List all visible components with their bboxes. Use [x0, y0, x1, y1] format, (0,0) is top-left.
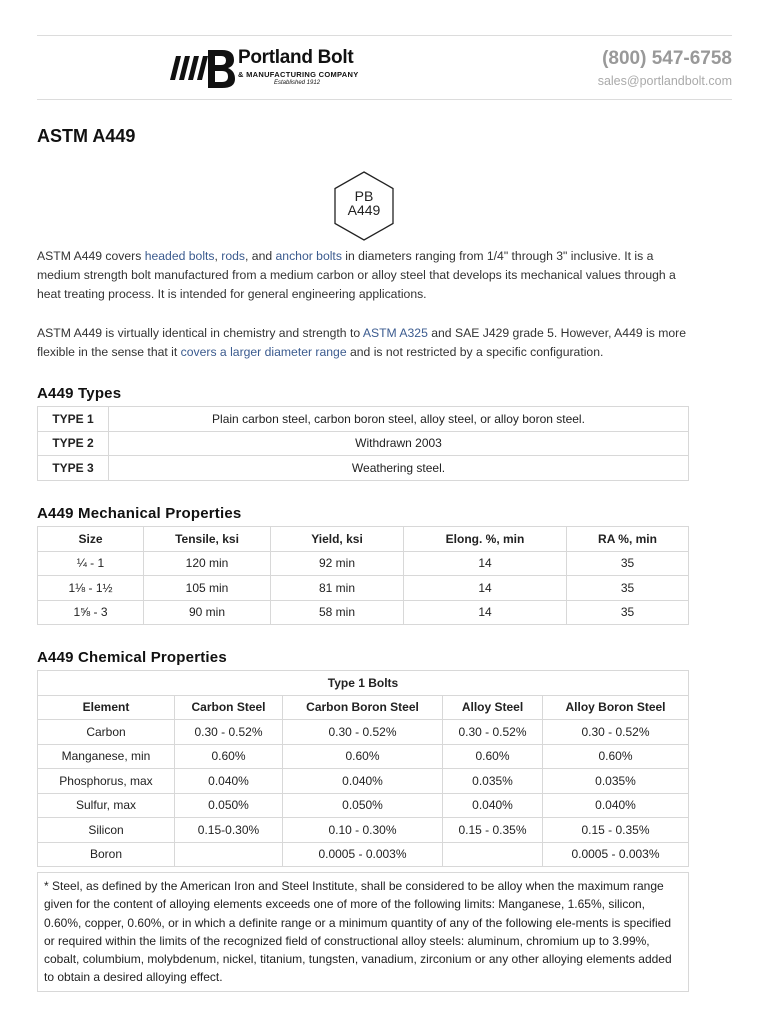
- table-cell: 0.050%: [175, 793, 283, 818]
- table-cell: 81 min: [271, 576, 404, 601]
- diameter-range-link[interactable]: covers a larger diameter range: [180, 345, 347, 359]
- table-cell: 0.10 - 0.30%: [283, 818, 443, 843]
- table-cell: 0.30 - 0.52%: [543, 720, 689, 745]
- table-header-row: [38, 695, 689, 720]
- mechanical-heading: A449 Mechanical Properties: [37, 505, 242, 522]
- table-cell: 0.040%: [543, 793, 689, 818]
- table-row: [38, 576, 689, 601]
- anchor-bolts-link[interactable]: anchor bolts: [275, 249, 342, 263]
- company-logo[interactable]: [168, 44, 383, 92]
- chemical-heading: A449 Chemical Properties: [37, 649, 227, 666]
- table-cell: 35: [567, 551, 689, 576]
- table-cell: 0.30 - 0.52%: [443, 720, 543, 745]
- types-heading: A449 Types: [37, 385, 122, 402]
- table-cell: 0.15 - 0.35%: [443, 818, 543, 843]
- column-header: Size: [38, 527, 144, 552]
- table-cell: 92 min: [271, 551, 404, 576]
- intro-text: and SAE J429 grade 5. However, A449 is more flexible in the sense that it: [37, 326, 686, 359]
- table-cell: 35: [567, 600, 689, 625]
- established-text: Established 1912: [274, 80, 321, 86]
- table-cell: 0.30 - 0.52%: [283, 720, 443, 745]
- table-cell: 0.30 - 0.52%: [175, 720, 283, 745]
- table-cell: 120 min: [144, 551, 271, 576]
- top-divider: [37, 35, 732, 36]
- column-header: Alloy Steel: [443, 695, 543, 720]
- head-mark-line1: PB: [354, 188, 374, 204]
- intro-paragraph-2: [37, 324, 697, 362]
- table-cell: Manganese, min: [38, 744, 175, 769]
- intro-text: ASTM A449 is virtually identical in chemistry and strength to: [37, 326, 363, 340]
- bolt-logo-icon: [168, 44, 236, 92]
- column-header: Element: [38, 695, 175, 720]
- column-header: Tensile, ksi: [144, 527, 271, 552]
- column-header: Yield, ksi: [271, 527, 404, 552]
- type-cell: TYPE 1: [38, 407, 109, 432]
- table-row: [38, 407, 689, 432]
- intro-text: , and: [245, 249, 276, 263]
- table-cell: 0.050%: [283, 793, 443, 818]
- column-header: Carbon Boron Steel: [283, 695, 443, 720]
- table-cell: Phosphorus, max: [38, 769, 175, 794]
- intro-text: ASTM A449 covers: [37, 249, 145, 263]
- astm-a325-link[interactable]: ASTM A325: [362, 326, 428, 340]
- table-cell: 58 min: [271, 600, 404, 625]
- table-cell: 14: [404, 551, 567, 576]
- table-cell: [175, 842, 283, 867]
- table-cell: 0.60%: [283, 744, 443, 769]
- table-cell: 0.60%: [175, 744, 283, 769]
- table-cell: 14: [404, 600, 567, 625]
- description-cell: Withdrawn 2003: [109, 431, 689, 456]
- table-cell: Boron: [38, 842, 175, 867]
- table-cell: 0.15 - 0.35%: [543, 818, 689, 843]
- table-cell: 0.035%: [543, 769, 689, 794]
- table-cell: Carbon: [38, 720, 175, 745]
- phone-number[interactable]: (800) 547-6758: [602, 48, 732, 69]
- table-row: [38, 456, 689, 481]
- alloy-footnote: * Steel, as defined by the American Iron and Steel Institute, shall be considered to be alloy when the maximum range given for the content of alloying elements exceeds one of more of the following limits: Manganese, 1.65%, silicon, 0.60%, copper, 0.60%, or in which a definite range or a minimum quantity of any of the following ele-ments is specified or required within the limits of the recognized field of constructional alloy steels: aluminum, chromium up to 3.99%, cobalt, columbium, molybdenum, nickel, titanium, tungsten, vanadium, zirconium or any other alloying elements added to obtain a desired alloying effect.: [37, 872, 689, 992]
- table-row: [38, 842, 689, 867]
- column-header: Carbon Steel: [175, 695, 283, 720]
- table-cell: 0.60%: [443, 744, 543, 769]
- head-marking-hexagon-icon: [328, 170, 400, 242]
- chemical-table: [37, 670, 689, 867]
- table-group-header-row: [38, 671, 689, 696]
- intro-text: and is not restricted by a specific configuration.: [346, 345, 604, 359]
- table-cell: 1⅛ - 1½: [38, 576, 144, 601]
- company-name: Portland Bolt: [238, 47, 354, 68]
- email-address[interactable]: sales@portlandbolt.com: [597, 74, 732, 88]
- header-divider: [37, 99, 732, 100]
- table-header-row: [38, 527, 689, 552]
- table-cell: 0.60%: [543, 744, 689, 769]
- table-row: [38, 720, 689, 745]
- table-cell: 0.035%: [443, 769, 543, 794]
- table-cell: 0.040%: [443, 793, 543, 818]
- table-cell: 35: [567, 576, 689, 601]
- intro-text: ,: [214, 249, 222, 263]
- description-cell: Weathering steel.: [109, 456, 689, 481]
- column-header: Alloy Boron Steel: [543, 695, 689, 720]
- intro-text: in diameters ranging from 1/4" through 3" inclusive. It is a medium strength bolt manufactured from a medium carbon or alloy steel that develops its mechanical values through a heat treating process. It is intended for general engineering applications.: [37, 249, 676, 301]
- group-header: Type 1 Bolts: [38, 671, 689, 696]
- table-cell: 105 min: [144, 576, 271, 601]
- table-cell: 0.15-0.30%: [175, 818, 283, 843]
- type-cell: TYPE 2: [38, 431, 109, 456]
- table-cell: 90 min: [144, 600, 271, 625]
- head-mark-line2: A449: [347, 202, 381, 218]
- table-cell: 0.040%: [175, 769, 283, 794]
- table-row: [38, 600, 689, 625]
- table-row: [38, 744, 689, 769]
- mechanical-table: [37, 526, 689, 625]
- table-cell: [443, 842, 543, 867]
- table-cell: 0.040%: [283, 769, 443, 794]
- company-subtitle: & MANUFACTURING COMPANY: [238, 70, 359, 79]
- intro-paragraph-1: [37, 247, 697, 304]
- table-cell: 14: [404, 576, 567, 601]
- table-row: [38, 818, 689, 843]
- type-cell: TYPE 3: [38, 456, 109, 481]
- column-header: Elong. %, min: [404, 527, 567, 552]
- table-row: [38, 793, 689, 818]
- table-cell: Silicon: [38, 818, 175, 843]
- page-title: ASTM A449: [37, 126, 136, 146]
- table-cell: Sulfur, max: [38, 793, 175, 818]
- table-cell: 0.0005 - 0.003%: [543, 842, 689, 867]
- table-row: [38, 769, 689, 794]
- table-cell: ¼ - 1: [38, 551, 144, 576]
- table-cell: 1⅝ - 3: [38, 600, 144, 625]
- table-cell: 0.0005 - 0.003%: [283, 842, 443, 867]
- headed-bolts-link[interactable]: headed bolts: [144, 249, 215, 263]
- types-table: [37, 406, 689, 481]
- column-header: RA %, min: [567, 527, 689, 552]
- rods-link[interactable]: rods: [221, 249, 246, 263]
- table-row: [38, 431, 689, 456]
- table-row: [38, 551, 689, 576]
- description-cell: Plain carbon steel, carbon boron steel, alloy steel, or alloy boron steel.: [109, 407, 689, 432]
